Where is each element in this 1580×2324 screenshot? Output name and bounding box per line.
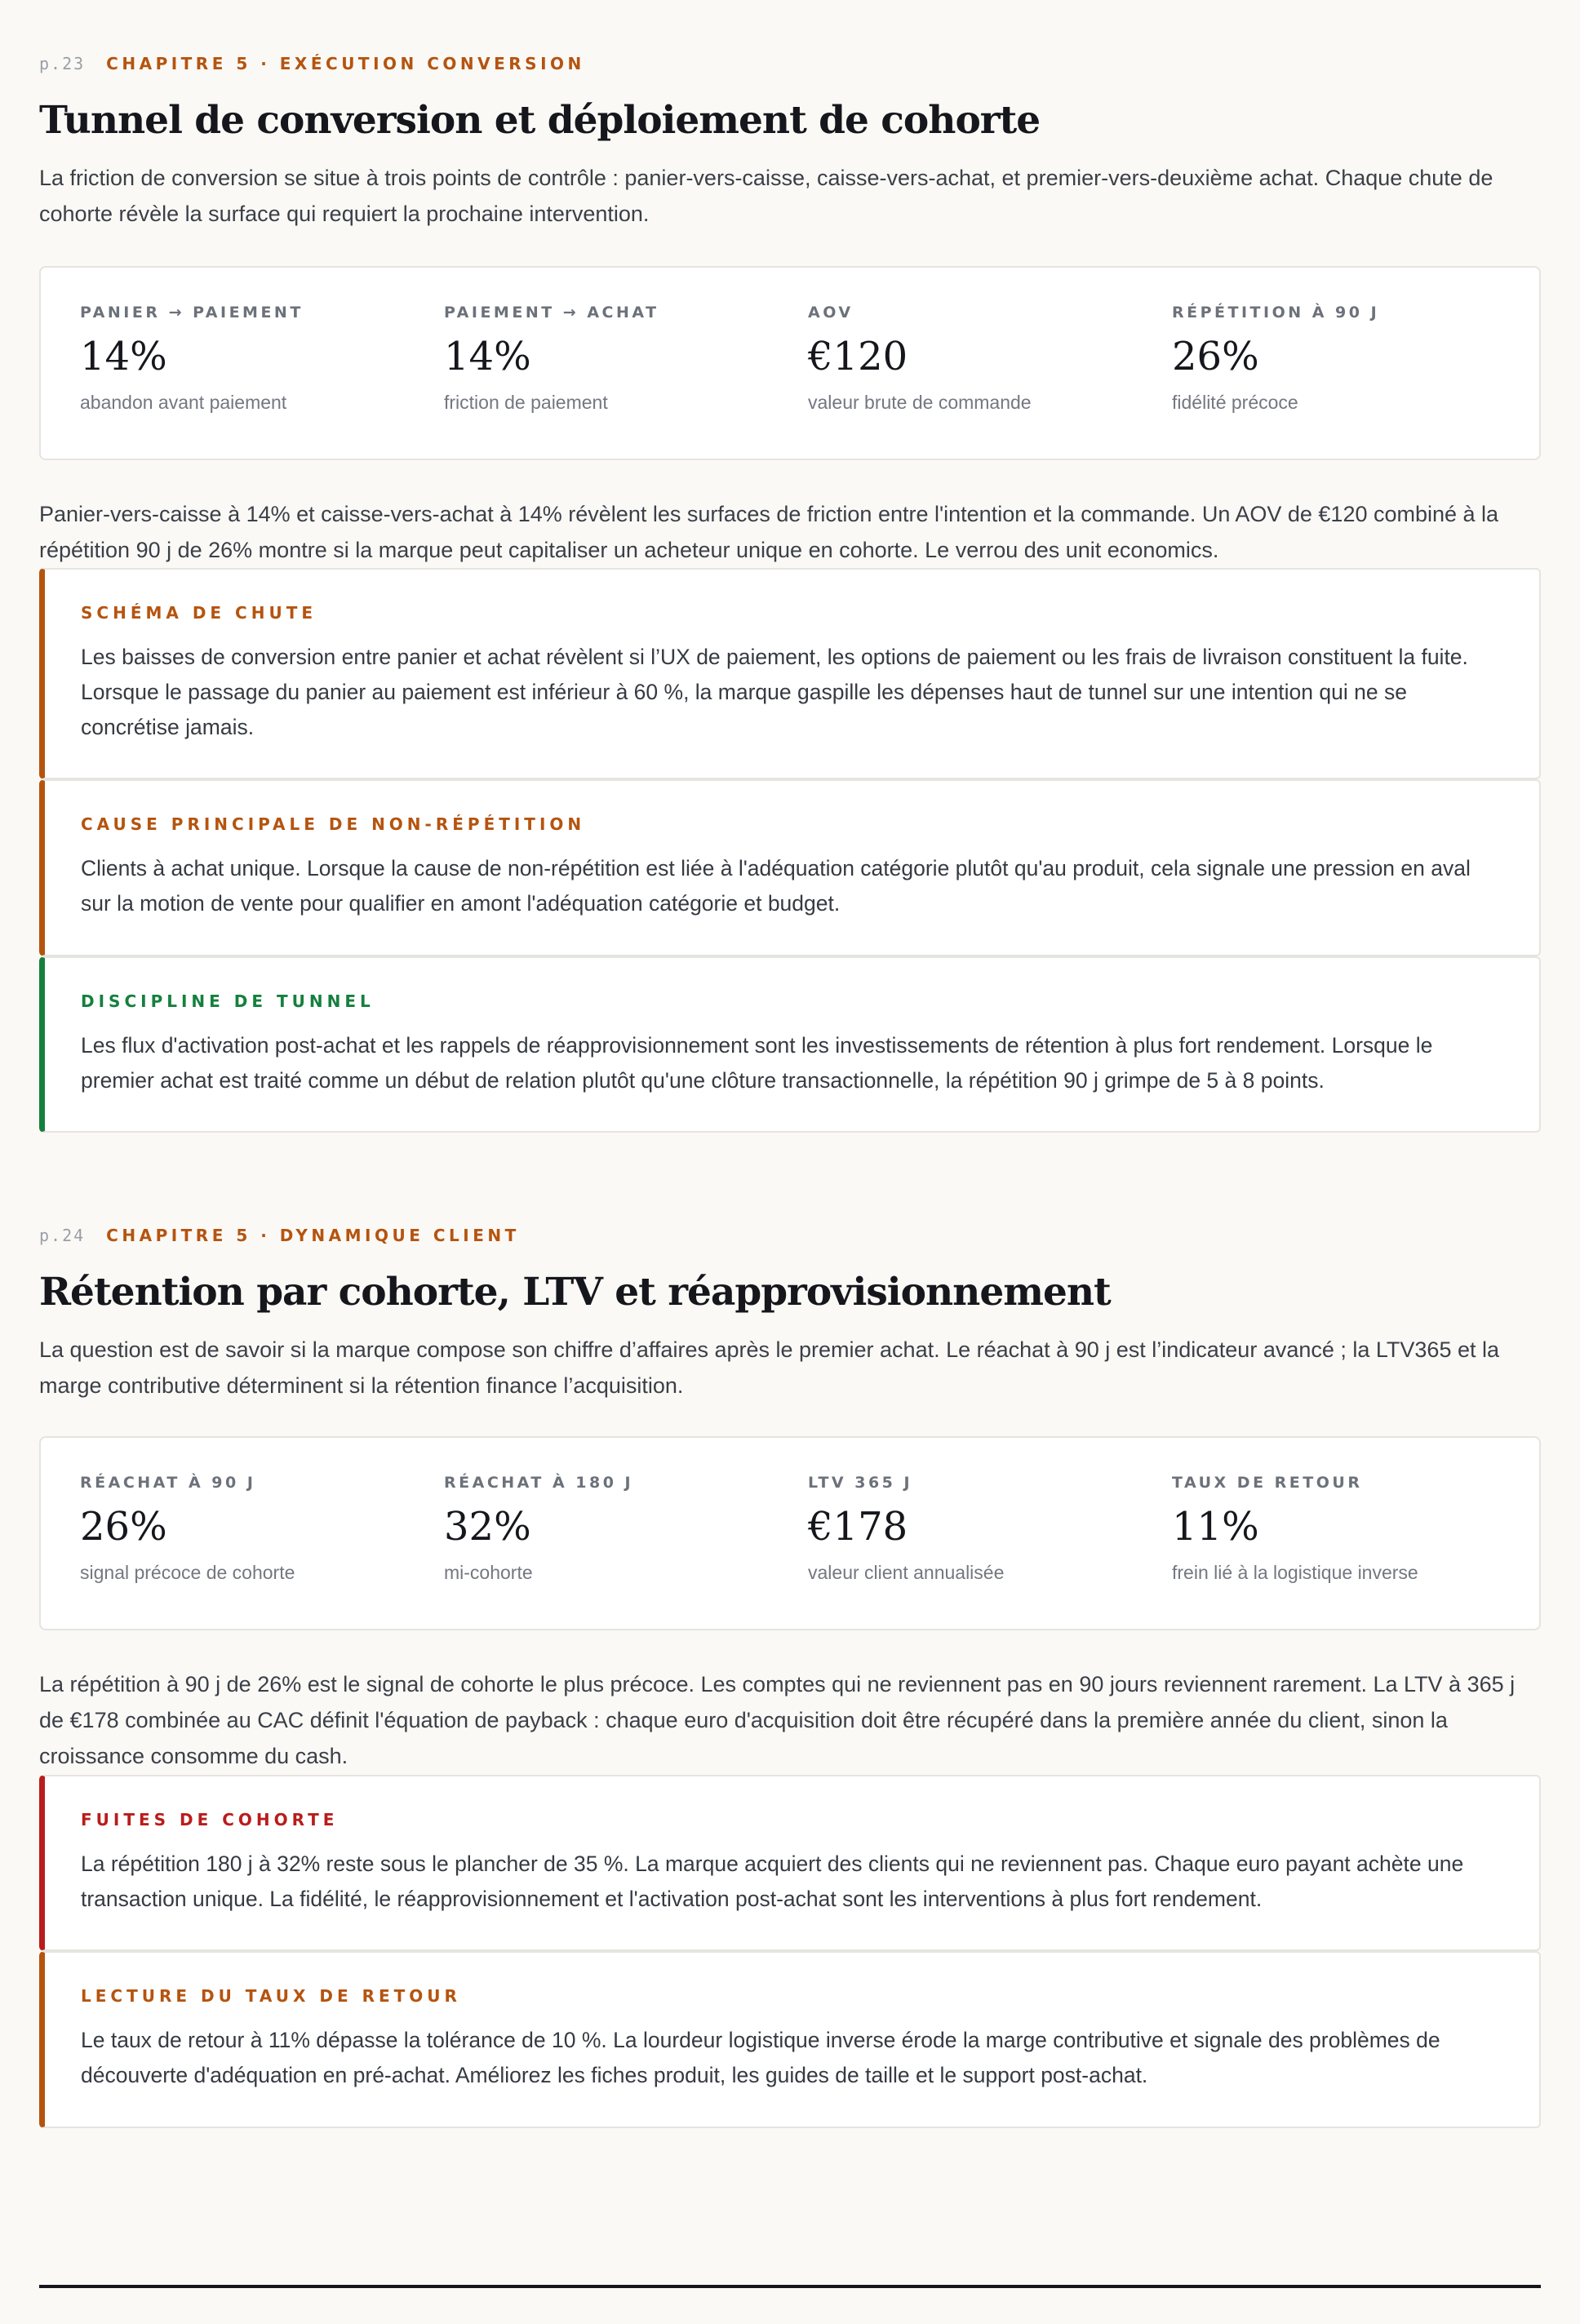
metric-label: LTV 365 J <box>808 1474 913 1492</box>
metric-label: RÉACHAT À 90 J <box>80 1474 256 1492</box>
metric-value: 26% <box>1172 334 1259 379</box>
metric-rebuy-180d <box>444 1474 808 1629</box>
callout-cohort-leaks <box>39 1775 1541 1951</box>
summary-block <box>39 496 1541 568</box>
callout-body: Les baisses de conversion entre panier et achat révèlent si l’UX de paiement, les options de paiement ou les frais de livraison constituent la fuite. Lorsque le passage du panier au paiement est inférieur à 60 %, la marque gaspille les dépenses haut de tunnel sur une intention qui ne se concrétise jamais. <box>81 645 1468 739</box>
metric-note: signal précoce de cohorte <box>80 1562 295 1583</box>
metric-value: 26% <box>80 1504 167 1550</box>
intro-paragraph: La question est de savoir si la marque compose son chiffre d’affaires après le premier achat. Le réachat à 90 j est l’indicateur avancé ; la LTV365 et la marge contributive déterminent si la rétention finance l’acquisition. <box>39 1337 1500 1399</box>
metric-ltv-365 <box>808 1474 1172 1629</box>
metric-note: abandon avant paiement <box>80 392 287 413</box>
metric-label: AOV <box>808 304 854 322</box>
page-title: Tunnel de conversion et déploiement de cohorte <box>39 98 1041 143</box>
metric-value: €178 <box>808 1504 908 1550</box>
section-conversion <box>39 54 1541 232</box>
eyebrow <box>39 1226 1541 1250</box>
callout-title: CAUSE PRINCIPALE DE NON-RÉPÉTITION <box>81 814 586 834</box>
metric-label: PANIER → PAIEMENT <box>80 304 304 322</box>
callout-stack <box>39 568 1541 1133</box>
summary-block <box>39 1666 1541 1774</box>
metric-label: PAIEMENT → ACHAT <box>444 304 659 322</box>
summary-paragraph: La répétition à 90 j de 26% est le signal de cohorte le plus précoce. Les comptes qui ne reviennent pas en 90 jours reviennent rarement. La LTV à 365 j de €178 combinée au CAC définit l'équation de payback : chaque euro d'acquisition doit être récupéré dans la première année du client, sinon la croissance consomme du cash. <box>39 1672 1516 1768</box>
intro-paragraph: La friction de conversion se situe à trois points de contrôle : panier-vers-caisse, caisse-vers-achat, et premier-vers-deuxième achat. Chaque chute de cohorte révèle la surface qui requiert la prochaine intervention. <box>39 166 1493 227</box>
metric-label: RÉACHAT À 180 J <box>444 1474 634 1492</box>
callout-stack <box>39 1775 1541 2128</box>
callout-body: Les flux d'activation post-achat et les rappels de réapprovisionnement sont les investissements de rétention à plus fort rendement. Lorsque le premier achat est traité comme un début de relation plutôt qu'une clôture transactionnelle, la répétition 90 j grimpe de 5 à 8 points. <box>81 1033 1433 1093</box>
metric-value: 14% <box>444 334 531 379</box>
metric-value: €120 <box>808 334 908 379</box>
metric-value: 32% <box>444 1504 531 1550</box>
callout-title: LECTURE DU TAUX DE RETOUR <box>81 1986 461 2006</box>
metric-note: valeur brute de commande <box>808 392 1032 413</box>
metric-checkout-to-purchase <box>444 304 808 459</box>
metric-repeat-90d <box>1172 304 1536 459</box>
metric-label: RÉPÉTITION À 90 J <box>1172 304 1380 322</box>
metric-aov <box>808 304 1172 459</box>
metric-label: TAUX DE RETOUR <box>1172 1474 1363 1492</box>
metrics-panel <box>39 266 1541 460</box>
page-number: p.24 <box>39 1226 86 1245</box>
metric-note: mi-cohorte <box>444 1562 533 1583</box>
callout-drop-pattern <box>39 568 1541 779</box>
metric-rebuy-90d <box>80 1474 444 1629</box>
summary-paragraph: Panier-vers-caisse à 14% et caisse-vers-achat à 14% révèlent les surfaces de friction entre l'intention et la commande. Un AOV de €120 combiné à la répétition 90 j de 26% montre si la marque peut capitaliser un acheteur unique en cohorte. Le verrou des unit economics. <box>39 502 1499 562</box>
metrics-panel <box>39 1436 1541 1630</box>
metric-cart-to-checkout <box>80 304 444 459</box>
metric-note: valeur client annualisée <box>808 1562 1005 1583</box>
callout-return-rate-reading <box>39 1951 1541 2128</box>
metric-value: 14% <box>80 334 167 379</box>
callout-non-repeat-cause <box>39 779 1541 956</box>
page-number: p.23 <box>39 54 86 73</box>
section-customer-dynamics <box>39 1226 1541 1404</box>
metric-note: fidélité précoce <box>1172 392 1298 413</box>
footer-divider <box>39 2285 1541 2288</box>
chapter-label: CHAPITRE 5 · DYNAMIQUE CLIENT <box>106 1226 520 1245</box>
callout-body: Clients à achat unique. Lorsque la cause de non-répétition est liée à l'adéquation catégorie plutôt qu'au produit, cela signale une pression en aval sur la motion de vente pour qualifier en amont l'adéquation catégorie et budget. <box>81 856 1471 916</box>
metric-note: frein lié à la logistique inverse <box>1172 1562 1418 1583</box>
page-title: Rétention par cohorte, LTV et réapprovisionnement <box>39 1270 1111 1315</box>
callout-funnel-discipline <box>39 956 1541 1133</box>
callout-body: Le taux de retour à 11% dépasse la tolérance de 10 %. La lourdeur logistique inverse érode la marge contributive et signale des problèmes de découverte d'adéquation en pré-achat. Améliorez les fiches produit, les guides de taille et le support post-achat. <box>81 2028 1440 2087</box>
chapter-label: CHAPITRE 5 · EXÉCUTION CONVERSION <box>106 54 585 73</box>
metric-return-rate <box>1172 1474 1536 1629</box>
metric-value: 11% <box>1172 1504 1259 1550</box>
callout-body: La répétition 180 j à 32% reste sous le plancher de 35 %. La marque acquiert des clients qui ne reviennent pas. Chaque euro payant achète une transaction unique. La fidélité, le réapprovisionnement et l'activation post-achat sont les interventions à plus fort rendement. <box>81 1852 1464 1911</box>
eyebrow <box>39 54 1541 78</box>
callout-title: FUITES DE COHORTE <box>81 1810 339 1829</box>
callout-title: DISCIPLINE DE TUNNEL <box>81 991 375 1011</box>
metric-note: friction de paiement <box>444 392 608 413</box>
callout-title: SCHÉMA DE CHUTE <box>81 603 317 623</box>
